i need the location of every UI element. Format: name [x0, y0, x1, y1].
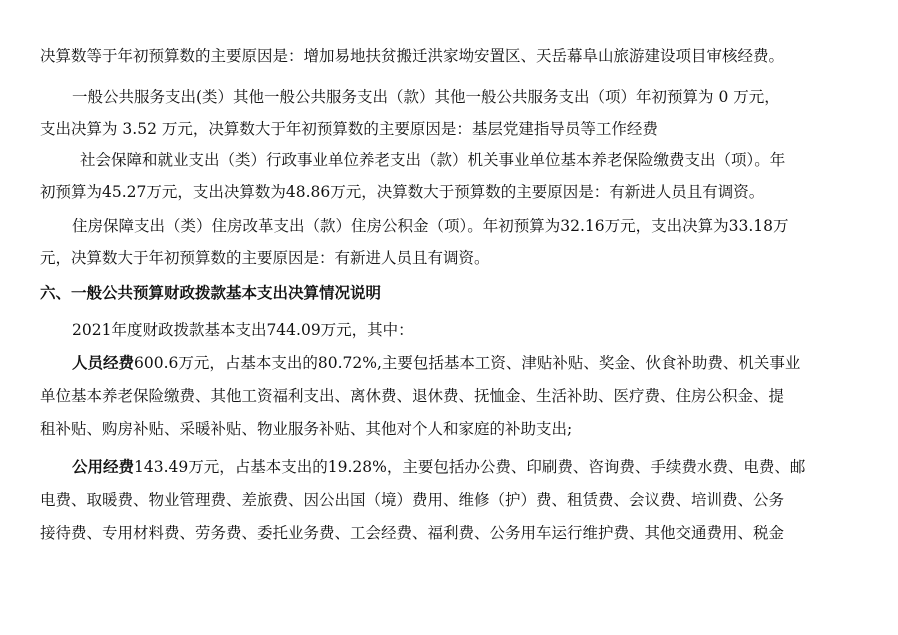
paragraph2-line1: 一般公共服务支出(类）其他一般公共服务支出（款）其他一般公共服务支出（项）年初预算为 0 万元，	[72, 88, 780, 106]
paragraph3-line1: 社会保障和就业支出（类）行政事业单位养老支出（款）机关事业单位基本养老保险缴费支出（项）。年	[80, 151, 786, 169]
paragraph4-line1: 住房保障支出（类）住房改革支出（款）住房公积金（项）。年初预算为32.16万元，支出决算为33.18万	[72, 217, 789, 235]
paragraph1-line1: 决算数等于年初预算数的主要原因是：增加易地扶贫搬迁洪家坳安置区、天岳幕阜山旅游建设项目审核经费。	[40, 47, 785, 65]
section6-heading: 六、一般公共预算财政拨款基本支出决算情况说明	[40, 284, 382, 302]
public-line2: 电费、取暖费、物业管理费、差旅费、因公出国（境）费用、维修（护）费、租赁费、会议费、培训费、公务	[40, 491, 785, 509]
public-line3: 接待费、专用材料费、劳务费、委托业务费、工会经费、福利费、公务用车运行维护费、其他交通费用、税金	[40, 524, 785, 542]
personnel-line3: 租补贴、购房补贴、采暖补贴、物业服务补贴、其他对个人和家庭的补助支出;	[40, 420, 573, 438]
paragraph2-line2: 支出决算为 3.52 万元，决算数大于年初预算数的主要原因是：基层党建指导员等工作经费	[40, 120, 658, 138]
personnel-line2: 单位基本养老保险缴费、其他工资福利支出、离休费、退休费、抚恤金、生活补助、医疗费、住房公积金、提	[40, 387, 785, 405]
paragraph4-line2: 元，决算数大于年初预算数的主要原因是：有新进人员且有调资。	[40, 249, 490, 267]
personnel-term: 人员经费	[72, 354, 135, 372]
personnel-line1-text: 600.6万元，占基本支出的80.72%,主要包括基本工资、津贴补贴、奖金、伙食补助费、机关事业	[134, 354, 801, 372]
personnel-line1	[72, 351, 865, 375]
public-line1-text: 143.49万元，占基本支出的19.28%，主要包括办公费、印刷费、咨询费、手续费水费、电费、邮	[134, 458, 806, 476]
public-line1	[72, 455, 865, 479]
public-term: 公用经费	[72, 458, 135, 476]
paragraph3-line2: 初预算为45.27万元，支出决算数为48.86万元，决算数大于预算数的主要原因是：有新进人员且有调资。	[40, 183, 765, 201]
section6-intro: 2021年度财政拨款基本支出744.09万元，其中：	[72, 321, 414, 339]
